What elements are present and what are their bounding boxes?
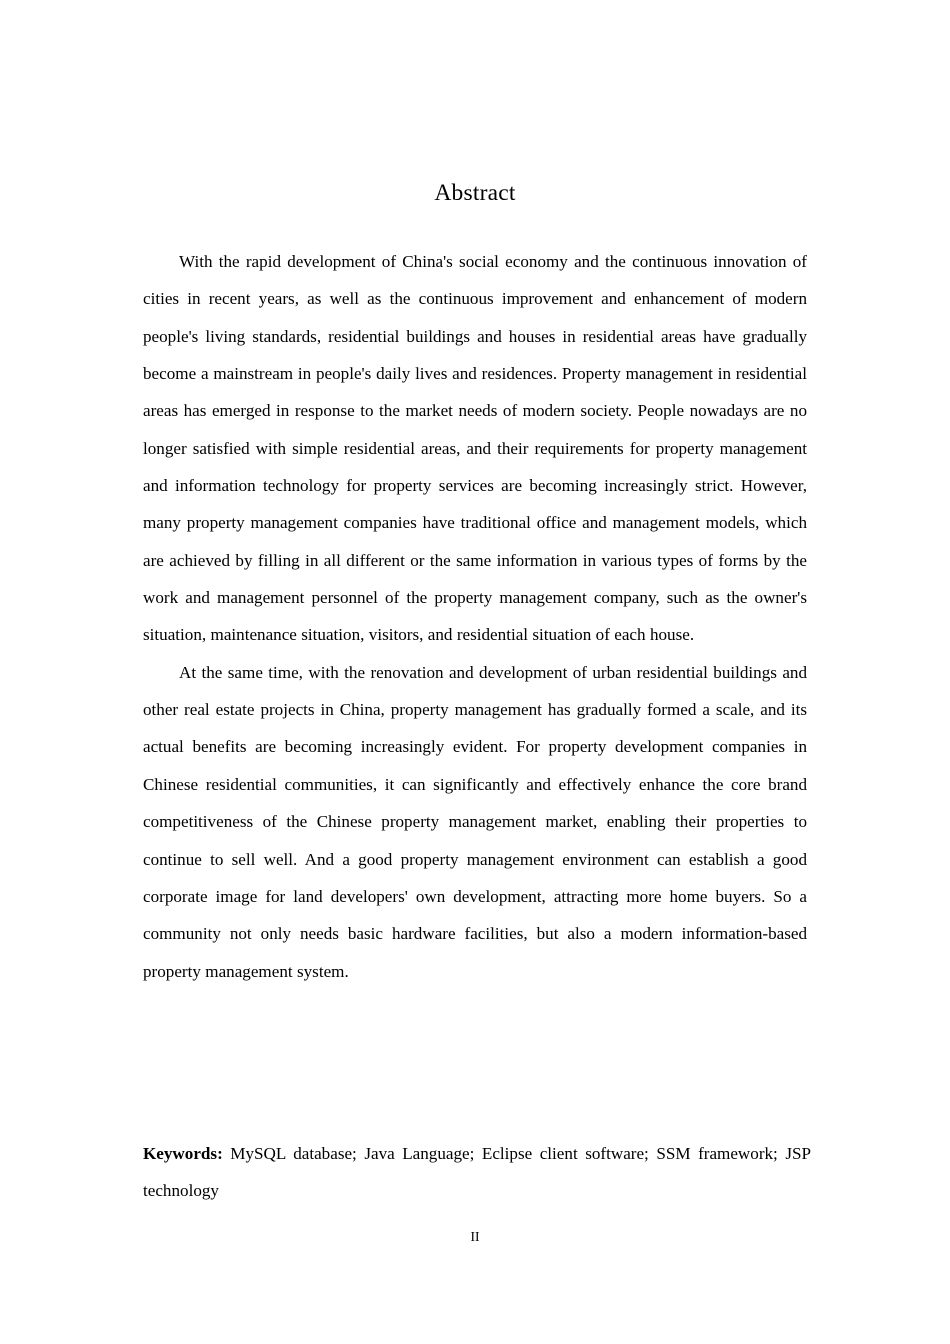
keywords-line bbox=[143, 1135, 811, 1210]
keywords-value: MySQL database; Java Language; Eclipse client software; SSM framework; JSP technology bbox=[143, 1144, 811, 1201]
abstract-paragraph-2: At the same time, with the renovation and development of urban residential buildings and other real estate projects in China, property management has gradually formed a scale, and its actual benefits are becoming increasingly evident. For property development companies in Chinese residential communities, it can significantly and effectively enhance the core brand competitiveness of the Chinese property management market, enabling their properties to continue to sell well. And a good property management environment can establish a good corporate image for land developers' own development, attracting more home buyers. So a community not only needs basic hardware facilities, but also a modern information-based property management system. bbox=[143, 662, 807, 981]
page-title: Abstract bbox=[434, 179, 516, 206]
abstract-paragraph-1: With the rapid development of China's social economy and the continuous innovation of cities in recent years, as well as the continuous improvement and enhancement of modern people's living standards, residential buildings and houses in residential areas have gradually become a mainstream in people's daily lives and residences. Property management in residential areas has emerged in response to the market needs of modern society. People nowadays are no longer satisfied with simple residential areas, and their requirements for property management and information technology for property services are becoming increasingly strict. However, many property management companies have traditional office and management models, which are achieved by filling in all different or the same information in various types of forms by the work and management personnel of the property management company, such as the owner's situation, maintenance situation, visitors, and residential situation of each house. bbox=[143, 252, 807, 645]
keywords-label: Keywords: bbox=[143, 1144, 223, 1163]
page-number: II bbox=[470, 1229, 480, 1244]
abstract-body bbox=[143, 243, 807, 990]
